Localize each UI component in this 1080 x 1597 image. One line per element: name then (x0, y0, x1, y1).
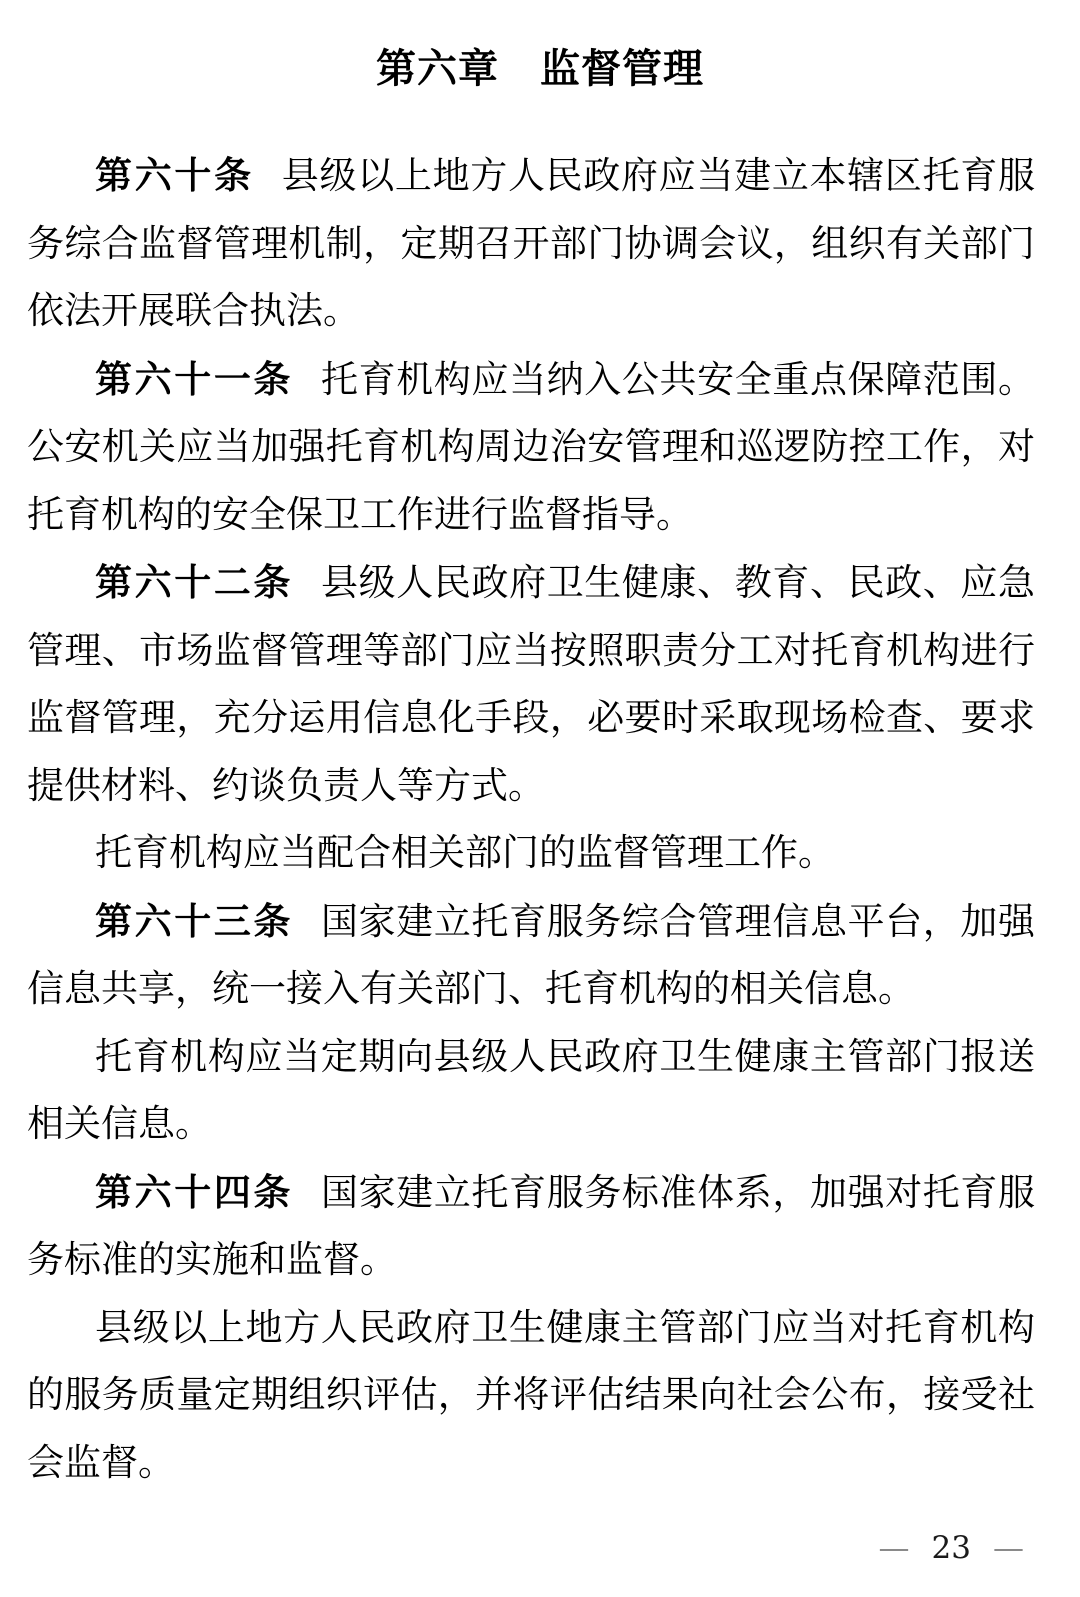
article-text-64-clause-2: 县级以上地方人民政府卫生健康主管部门应当对托育机构的服务质量定期组织评估，并将评估结果向社会公布，接受社会监督。 (27, 1307, 1035, 1484)
page-number-value: 23 (931, 1530, 971, 1566)
paragraph-article-64-clause-2 (27, 1295, 1035, 1498)
paragraph-article-60 (27, 142, 1035, 346)
article-text-63: 国家建立托育服务综合管理信息平台，加强信息共享，统一接入有关部门、托育机构的相关信息。 (27, 901, 1036, 1010)
document-body (0, 142, 1080, 1497)
article-number-62: 第六十二条 (95, 562, 294, 603)
page-number-dash-left: — (878, 1530, 910, 1566)
article-number-63: 第六十三条 (95, 900, 294, 942)
article-number-64: 第六十四条 (95, 1171, 294, 1213)
article-text-60: 县级以上地方人民政府应当建立本辖区托育服务综合监督管理机制，定期召开部门协调会议，组织有关部门依法开展联合执法。 (27, 156, 1036, 332)
article-text-63-clause-2: 托育机构应当定期向县级人民政府卫生健康主管部门报送相关信息。 (27, 1036, 1035, 1145)
article-text-61: 托育机构应当纳入公共安全重点保障范围。公安机关应当加强托育机构周边治安管理和巡逻防控工作，对托育机构的安全保卫工作进行监督指导。 (27, 359, 1036, 536)
page-number-dash-right: — (993, 1530, 1024, 1566)
paragraph-article-63-clause-2 (27, 1024, 1035, 1159)
paragraph-article-63 (27, 888, 1035, 1024)
page-number (879, 1528, 1024, 1568)
paragraph-article-61 (27, 346, 1035, 550)
article-number-61: 第六十一条 (95, 358, 294, 400)
article-number-60: 第六十条 (95, 155, 254, 196)
paragraph-article-62-clause-2 (27, 820, 1035, 888)
article-text-64: 国家建立托育服务标准体系，加强对托育服务标准的实施和监督。 (27, 1172, 1036, 1281)
paragraph-article-62 (27, 549, 1035, 820)
paragraph-article-64 (27, 1159, 1035, 1295)
chapter-title: 第六章 监督管理 (376, 47, 704, 91)
article-text-62-clause-2: 托育机构应当配合相关部门的监督管理工作。 (95, 833, 835, 874)
article-text-62: 县级人民政府卫生健康、教育、民政、应急管理、市场监督管理等部门应当按照职责分工对托育机构进行监督管理，充分运用信息化手段，必要时采取现场检查、要求提供材料、约谈负责人等方式。 (27, 563, 1036, 807)
